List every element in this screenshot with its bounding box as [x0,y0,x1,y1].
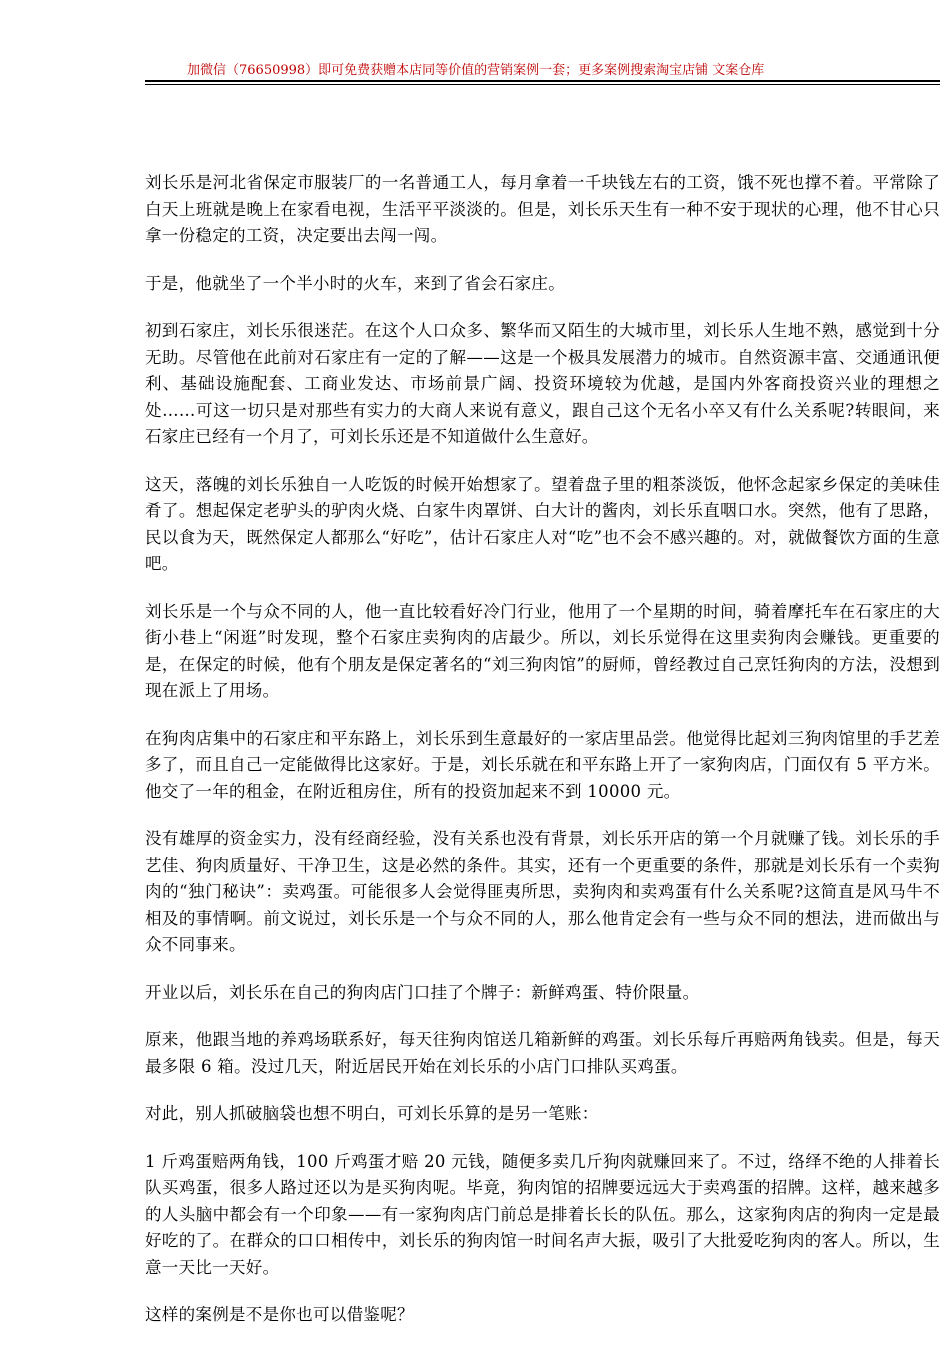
paragraph: 开业以后，刘长乐在自己的狗肉店门口挂了个牌子：新鲜鸡蛋、特价限量。 [145,982,700,1002]
paragraph: 于是，他就坐了一个半小时的火车，来到了省会石家庄。 [145,273,565,293]
paragraph: 对此，别人抓破脑袋也想不明白，可刘长乐算的是另一笔账： [145,1104,599,1123]
header-divider-thin [145,84,940,85]
paragraph: 刘长乐是河北省保定市服装厂的一名普通工人，每月拿着一千块钱左右的工资，饿不死也撑不着。平常除了白天上班就是晚上在家看电视，生活平平淡淡的。但是，刘长乐天生有一种不安于现状的心理，他不甘心只拿一份稳定的工资，决定要出去闯一闯。 [145,173,940,245]
paragraph: 初到石家庄，刘长乐很迷茫。在这个人口众多、繁华而又陌生的大城市里，刘长乐人生地不熟，感觉到十分无助。尽管他在此前对石家庄有一定的了解——这是一个极具发展潜力的城市。自然资源丰富、交通通讯便利、基础设施配套、工商业发达、市场前景广阔、投资环境较为优越，是国内外客商投资兴业的理想之处……可这一切只是对那些有实力的大商人来说有意义，跟自己这个无名小卒又有什么关系呢?转眼间，来石家庄已经有一个月了，可刘长乐还是不知道做什么生意好。 [145,321,940,446]
paragraph: 1 斤鸡蛋赔两角钱，100 斤鸡蛋才赔 20 元钱，随便多卖几斤狗肉就赚回来了。不过，络绎不绝的人排着长队买鸡蛋，很多人路过还以为是买狗肉呢。毕竟，狗肉馆的招牌要远远大于卖鸡蛋的招牌。这样，越来越多的人头脑中都会有一个印象——有一家狗肉店门前总是排着长长的队伍。那么，这家狗肉店的狗肉一定是最好吃的了。在群众的口口相传中，刘长乐的狗肉馆一时间名声大振，吸引了大批爱吃狗肉的客人。所以，生意一天比一天好。 [145,1151,940,1277]
paragraph: 刘长乐是一个与众不同的人，他一直比较看好冷门行业，他用了一个星期的时间，骑着摩托车在石家庄的大街小巷上“闲逛”时发现，整个石家庄卖狗肉的店最少。所以，刘长乐觉得在这里卖狗肉会赚钱。更重要的是，在保定的时候，他有个朋友是保定著名的“刘三狗肉馆”的厨师，曾经教过自己烹饪狗肉的方法，没想到现在派上了用场。 [145,601,940,700]
paragraph: 在狗肉店集中的石家庄和平东路上，刘长乐到生意最好的一家店里品尝。他觉得比起刘三狗肉馆里的手艺差多了，而且自己一定能做得比这家好。于是，刘长乐就在和平东路上开了一家狗肉店，门面仅有 5 平方米。他交了一年的租金，在附近租房住，所有的投资加起来不到 10000 元。 [145,728,940,801]
paragraph: 没有雄厚的资金实力，没有经商经验，没有关系也没有背景，刘长乐开店的第一个月就赚了钱。刘长乐的手艺佳、狗肉质量好、干净卫生，这是必然的条件。其实，还有一个更重要的条件，那就是刘长乐有一个卖狗肉的“独门秘诀”：卖鸡蛋。可能很多人会觉得匪夷所思，卖狗肉和卖鸡蛋有什么关系呢?这简直是风马牛不相及的事情啊。前文说过，刘长乐是一个与众不同的人，那么他肯定会有一些与众不同的想法，进而做出与众不同事来。 [145,829,940,954]
paragraph: 这天，落魄的刘长乐独自一人吃饭的时候开始想家了。望着盘子里的粗茶淡饭，他怀念起家乡保定的美味佳肴了。想起保定老驴头的驴肉火烧、白家牛肉罩饼、白大计的酱肉，刘长乐直咽口水。突然，他有了思路，民以食为天，既然保定人都那么“好吃”，估计石家庄人对“吃”也不会不感兴趣的。对，就做餐饮方面的生意吧。 [145,474,940,573]
page-header-promo: 加微信（76650998）即可免费获赠本店同等价值的营销案例一套；更多案例搜索淘宝店铺 文案仓库 [187,63,765,78]
paragraph: 原来，他跟当地的养鸡场联系好，每天往狗肉馆送几箱新鲜的鸡蛋。刘长乐每斤再赔两角钱卖。但是，每天最多限 6 箱。没过几天，附近居民开始在刘长乐的小店门口排队买鸡蛋。 [145,1030,940,1076]
article-body [145,170,940,1350]
header-divider [145,80,940,82]
paragraph: 这样的案例是不是你也可以借鉴呢？ [145,1305,414,1324]
